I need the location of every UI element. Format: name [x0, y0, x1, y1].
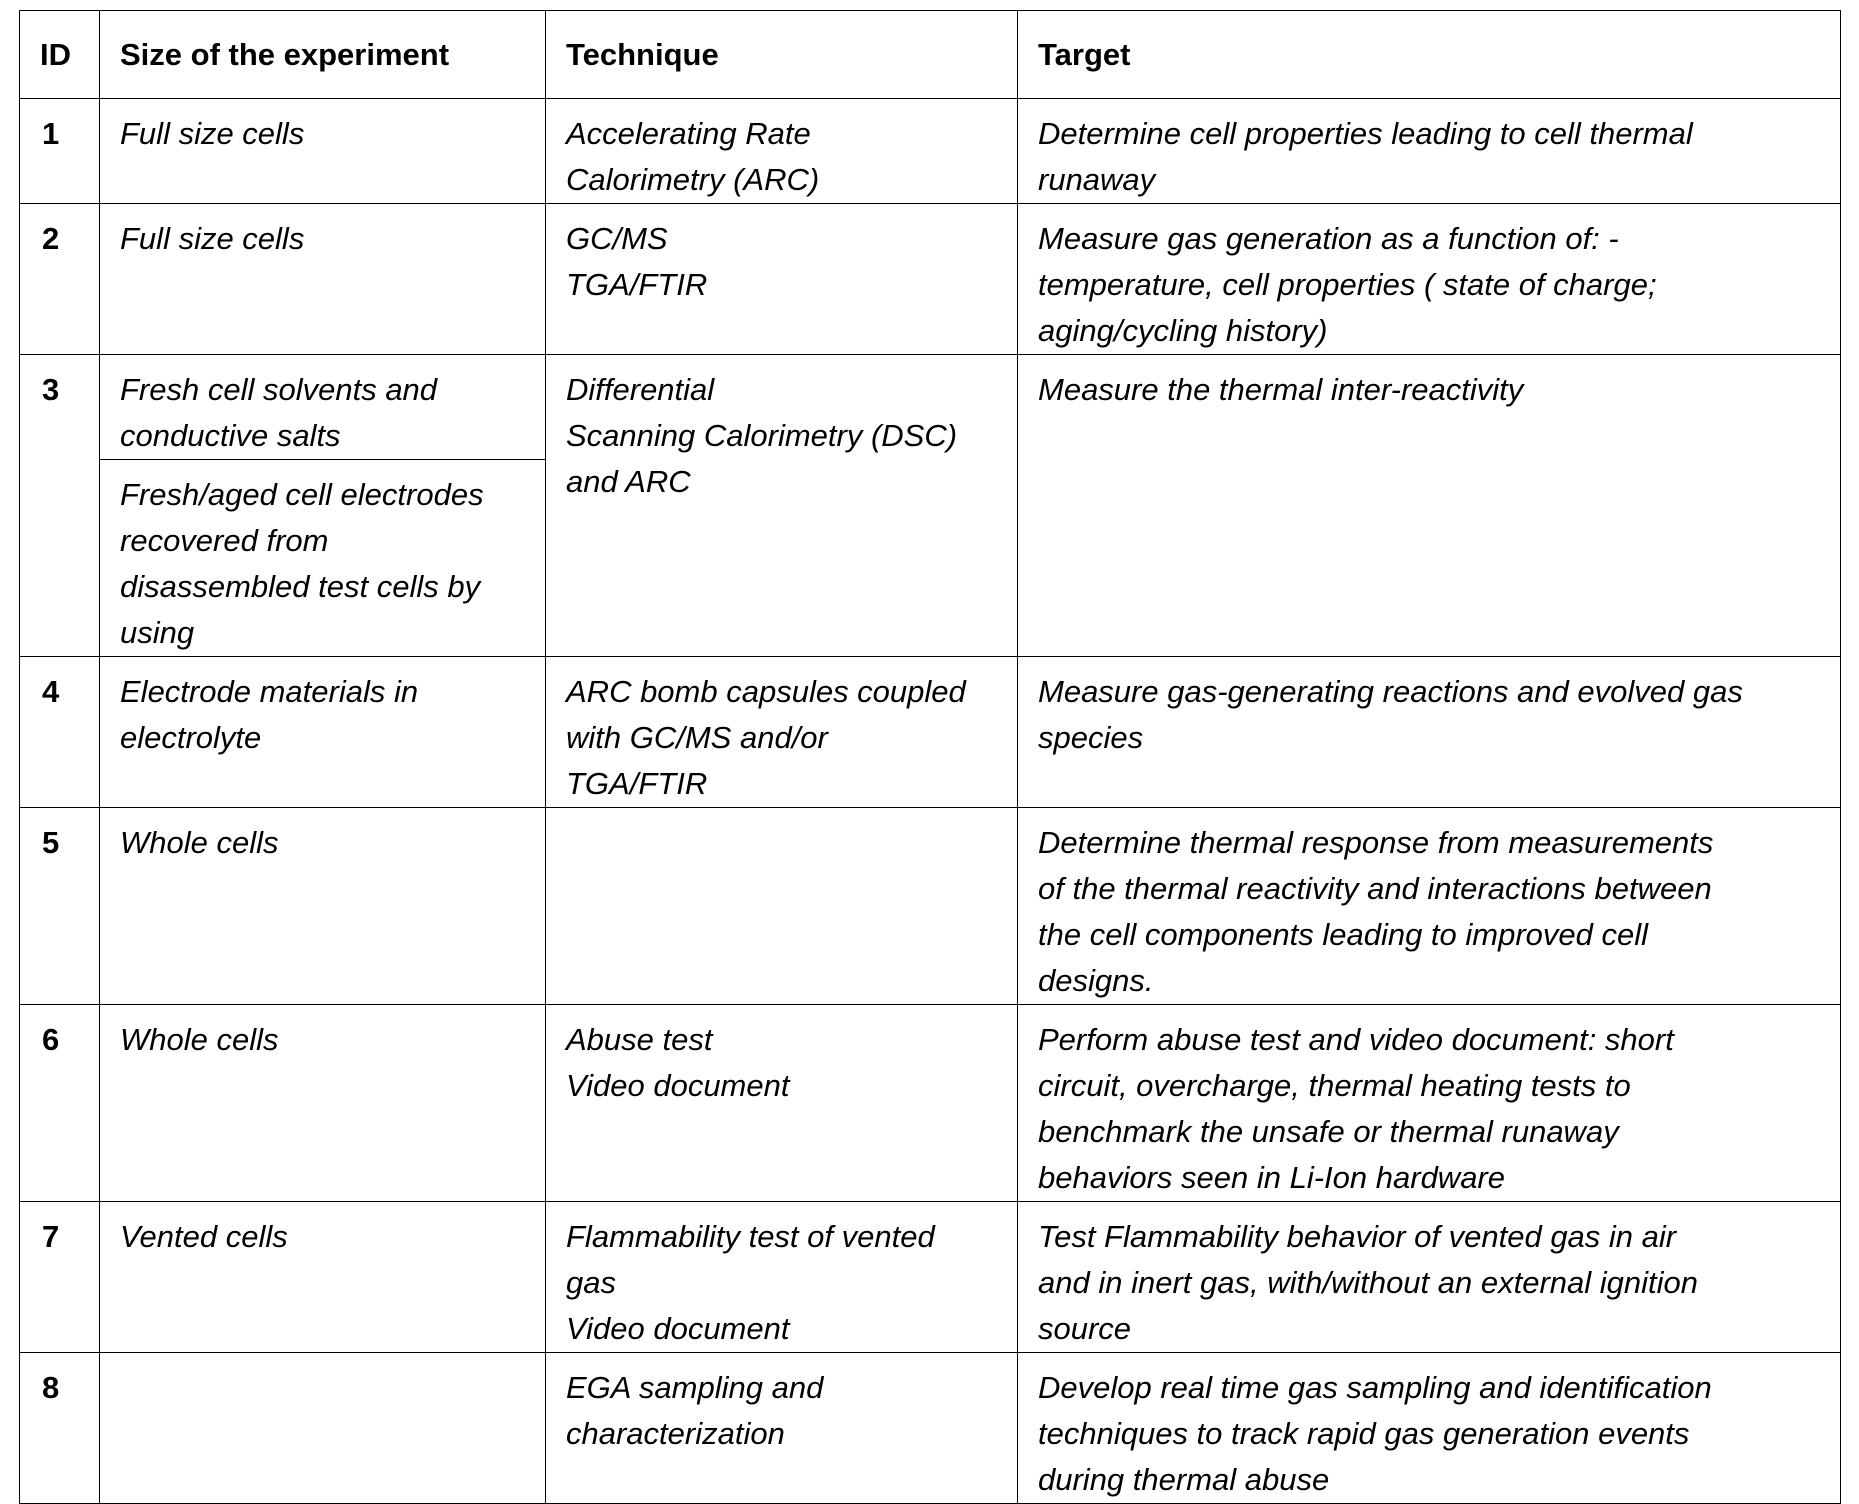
technique-text: Calorimetry (ARC): [566, 162, 820, 197]
target-text: aging/cycling history): [1038, 313, 1328, 348]
table-row: [20, 99, 1841, 204]
table-row: [20, 1005, 1841, 1202]
target-text: Perform abuse test and video document: short: [1038, 1022, 1674, 1057]
header-size: Size of the experiment: [100, 11, 546, 99]
target-text: benchmark the unsafe or thermal runaway: [1038, 1114, 1619, 1149]
row-id: 2: [20, 204, 100, 355]
target-cell: [1018, 99, 1841, 204]
size-text: using: [120, 615, 195, 650]
target-text: designs.: [1038, 963, 1154, 998]
target-text: techniques to track rapid gas generation events: [1038, 1416, 1690, 1451]
target-text: during thermal abuse: [1038, 1462, 1330, 1497]
target-text: and in inert gas, with/without an external ignition: [1038, 1265, 1699, 1300]
target-cell: [1018, 657, 1841, 808]
size-cell: [100, 1005, 546, 1202]
technique-cell: [546, 808, 1018, 1005]
target-cell: [1018, 1353, 1841, 1504]
target-cell: [1018, 1202, 1841, 1353]
size-text: recovered from: [120, 523, 329, 558]
header-row: [20, 11, 1841, 99]
technique-cell: [546, 1005, 1018, 1202]
row-id: 6: [20, 1005, 100, 1202]
header-target: Target: [1018, 11, 1841, 99]
size-text: electrolyte: [120, 720, 262, 755]
row-id: 8: [20, 1353, 100, 1504]
size-cell: [100, 355, 546, 460]
technique-cell: [546, 1202, 1018, 1353]
target-text: behaviors seen in Li-Ion hardware: [1038, 1160, 1505, 1195]
target-text: Develop real time gas sampling and identification: [1038, 1370, 1712, 1405]
size-cell: [100, 1353, 546, 1504]
technique-text: Accelerating Rate: [566, 116, 811, 151]
table-row: [20, 204, 1841, 355]
target-text: temperature, cell properties ( state of charge;: [1038, 267, 1657, 302]
row-id: 1: [20, 99, 100, 204]
target-text: Measure gas generation as a function of: -: [1038, 221, 1619, 256]
target-text: species: [1038, 720, 1144, 755]
target-text: circuit, overcharge, thermal heating tests to: [1038, 1068, 1631, 1103]
target-cell: [1018, 1005, 1841, 1202]
technique-cell: [546, 99, 1018, 204]
table-row: [20, 1353, 1841, 1504]
technique-text: Differential: [566, 372, 715, 407]
technique-text: TGA/FTIR: [566, 766, 708, 801]
technique-cell: [546, 355, 1018, 657]
technique-text: gas: [566, 1265, 616, 1300]
target-text: Test Flammability behavior of vented gas in air: [1038, 1219, 1677, 1254]
target-text: runaway: [1038, 162, 1156, 197]
technique-text: GC/MS: [566, 221, 668, 256]
technique-text: characterization: [566, 1416, 785, 1451]
target-text: Measure the thermal inter-reactivity: [1038, 372, 1524, 407]
size-text: conductive salts: [120, 418, 341, 453]
technique-text: Video document: [566, 1311, 790, 1346]
table-row: [20, 657, 1841, 808]
size-cell: [100, 808, 546, 1005]
header-technique: Technique: [546, 11, 1018, 99]
table-row: [20, 1202, 1841, 1353]
technique-text: Video document: [566, 1068, 790, 1103]
size-text: Whole cells: [120, 825, 279, 860]
table-row: [20, 808, 1841, 1005]
technique-cell: [546, 204, 1018, 355]
size-text: Fresh/aged cell electrodes: [120, 477, 484, 512]
header-id: ID: [20, 11, 100, 99]
technique-text: EGA sampling and: [566, 1370, 824, 1405]
technique-text: Flammability test of vented: [566, 1219, 935, 1254]
target-text: Determine thermal response from measurements: [1038, 825, 1714, 860]
size-text: Full size cells: [120, 116, 305, 151]
size-cell: [100, 1202, 546, 1353]
table-row: [20, 355, 1841, 460]
size-text: Whole cells: [120, 1022, 279, 1057]
target-text: source: [1038, 1311, 1132, 1346]
target-cell: [1018, 808, 1841, 1005]
technique-text: Scanning Calorimetry (DSC): [566, 418, 958, 453]
size-cell: [100, 204, 546, 355]
size-cell: [100, 99, 546, 204]
technique-text: and ARC: [566, 464, 691, 499]
row-id: 7: [20, 1202, 100, 1353]
experiment-table: [19, 10, 1841, 1504]
row-id: 4: [20, 657, 100, 808]
technique-text: TGA/FTIR: [566, 267, 708, 302]
technique-text: with GC/MS and/or: [566, 720, 828, 755]
technique-text: Abuse test: [566, 1022, 713, 1057]
target-text: the cell components leading to improved cell: [1038, 917, 1649, 952]
target-text: of the thermal reactivity and interactions between: [1038, 871, 1712, 906]
size-text: Vented cells: [120, 1219, 288, 1254]
technique-text: ARC bomb capsules coupled: [566, 674, 966, 709]
size-text: disassembled test cells by: [120, 569, 481, 604]
size-text: Electrode materials in: [120, 674, 419, 709]
row-id: 3: [20, 355, 100, 657]
technique-cell: [546, 657, 1018, 808]
target-text: Determine cell properties leading to cell thermal: [1038, 116, 1693, 151]
technique-cell: [546, 1353, 1018, 1504]
size-text: Fresh cell solvents and: [120, 372, 438, 407]
row-id: 5: [20, 808, 100, 1005]
size-text: Full size cells: [120, 221, 305, 256]
size-cell: [100, 460, 546, 657]
target-cell: [1018, 204, 1841, 355]
size-cell: [100, 657, 546, 808]
target-text: Measure gas-generating reactions and evolved gas: [1038, 674, 1743, 709]
target-cell: [1018, 355, 1841, 657]
